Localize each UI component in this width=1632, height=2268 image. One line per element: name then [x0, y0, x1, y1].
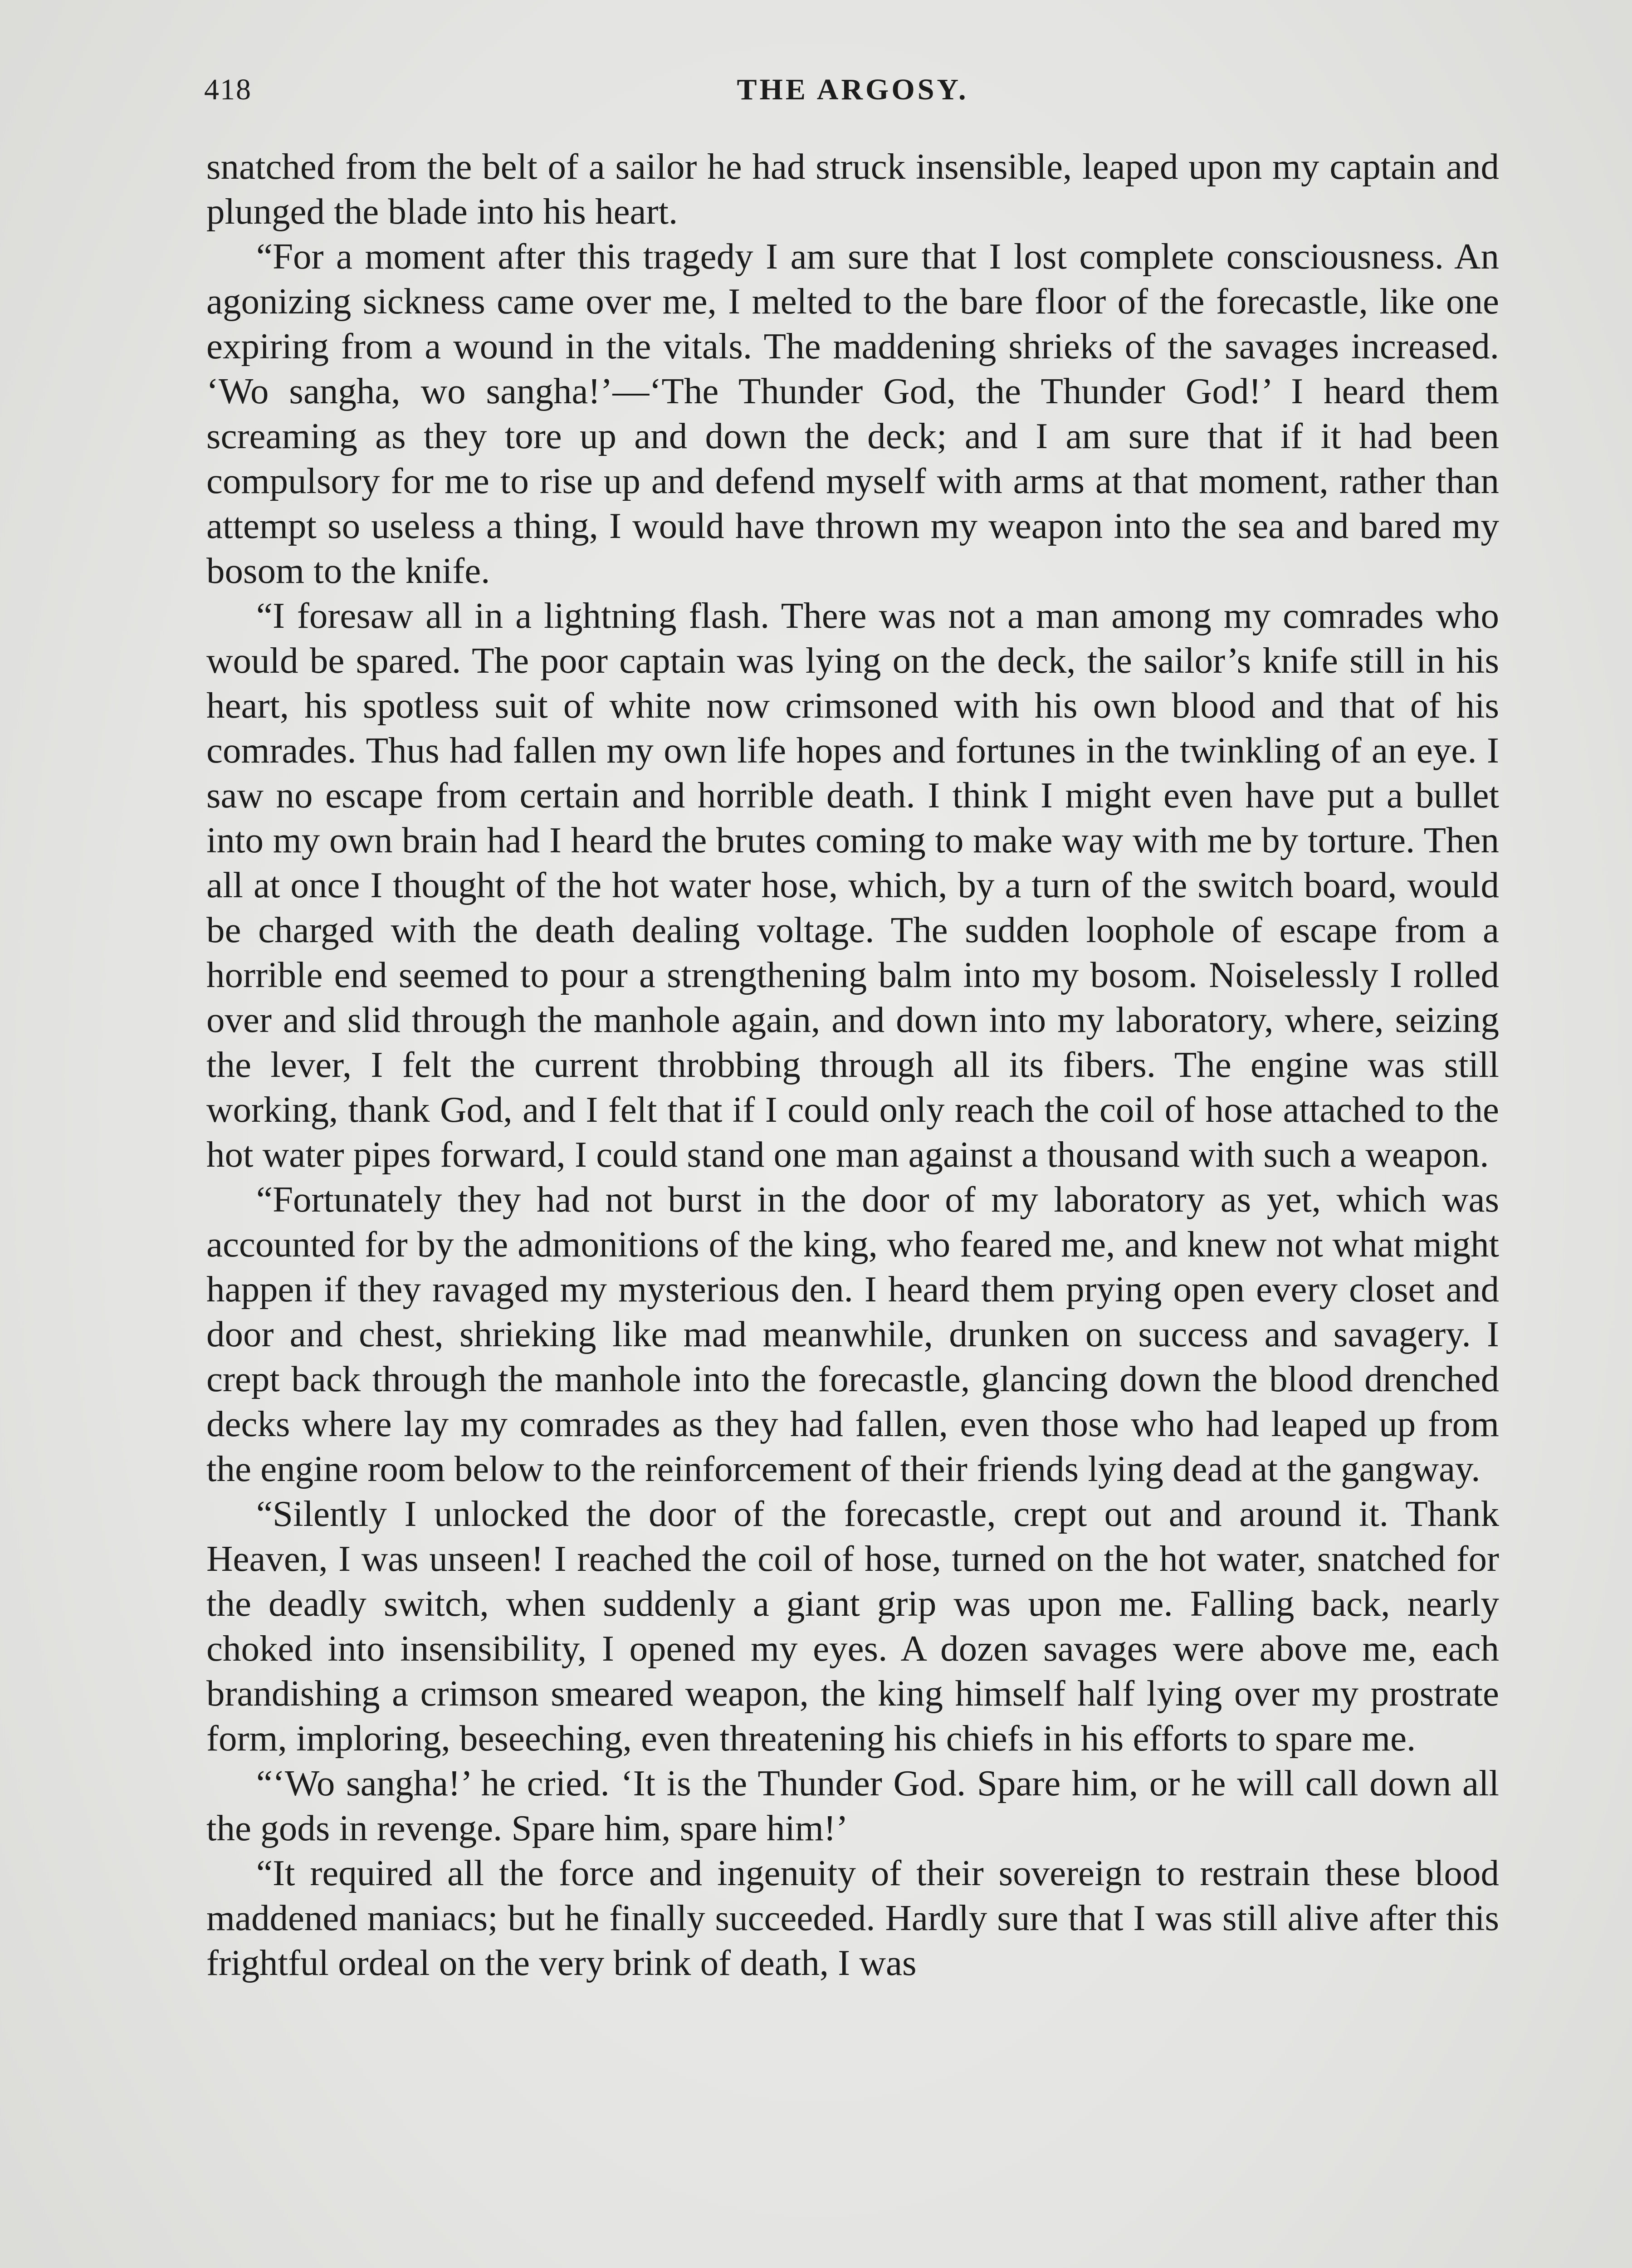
paragraph: “‘Wo sangha!’ he cried. ‘It is the Thunder God. Spare him, or he will call down all the gods in revenge. Spare him, spare him!’: [206, 1763, 1499, 1848]
page-number: 418: [204, 73, 252, 106]
running-title: THE ARGOSY.: [737, 73, 969, 106]
paragraph: “For a moment after this tragedy I am sure that I lost complete consciousness. An agonizing sickness came over me, I melted to the bare floor of the forecastle, like one expiring from a wound in the vitals. The maddening shrieks of the savages increased. ‘Wo sangha, wo sangha!’—‘The Thunder God, the Thunder God!’ I heard them screaming as they tore up and down the deck; and I am sure that if it had been compulsory for me to rise up and defend myself with arms at that moment, rather than attempt so useless a thing, I would have thrown my weapon into the sea and bared my bosom to the knife.: [206, 236, 1499, 591]
paragraph: “Silently I unlocked the door of the forecastle, crept out and around it. Thank Heaven, I was unseen! I reached the coil of hose, turned on the hot water, snatched for the deadly switch, when suddenly a giant grip was upon me. Falling back, nearly choked into insensibility, I opened my eyes. A dozen savages were above me, each brandishing a crimson smeared weapon, the king himself half lying over my prostrate form, imploring, beseeching, even threatening his chiefs in his efforts to spare me.: [206, 1493, 1499, 1759]
page-header: [204, 73, 1501, 122]
paragraph: “Fortunately they had not burst in the door of my laboratory as yet, which was accounted for by the admonitions of the king, who feared me, and knew not what might happen if they ravaged my mysterious den. I heard them prying open every closet and door and chest, shrieking like mad meanwhile, drunken on success and savagery. I crept back through the manhole into the forecastle, glancing down the blood drenched decks where lay my comrades as they had fallen, even those who had leaped up from the engine room below to the reinforcement of their friends lying dead at the gangway.: [206, 1179, 1499, 1489]
paragraph: “I foresaw all in a lightning flash. There was not a man among my comrades who would be spared. The poor captain was lying on the deck, the sailor’s knife still in his heart, his spotless suit of white now crimsoned with his own blood and that of his comrades. Thus had fallen my own life hopes and fortunes in the twinkling of an eye. I saw no escape from certain and horrible death. I think I might even have put a bullet into my own brain had I heard the brutes coming to make way with me by torture. Then all at once I thought of the hot water hose, which, by a turn of the switch board, would be charged with the death dealing voltage. The sudden loophole of escape from a horrible end seemed to pour a strengthening balm into my bosom. Noiselessly I rolled over and slid through the manhole again, and down into my laboratory, where, seizing the lever, I felt the current throbbing through all its fibers. The engine was still working, thank God, and I felt that if I could only reach the coil of hose attached to the hot water pipes forward, I could stand one man against a thousand with such a weapon.: [206, 595, 1499, 1175]
paragraph: “It required all the force and ingenuity of their sovereign to restrain these blood maddened maniacs; but he finally succeeded. Hardly sure that I was still alive after this frightful ordeal on the very brink of death, I was: [206, 1853, 1499, 1983]
article-body: [206, 144, 1499, 1985]
paragraph: snatched from the belt of a sailor he had struck insensible, leaped upon my captain and plunged the blade into his heart.: [206, 146, 1499, 232]
